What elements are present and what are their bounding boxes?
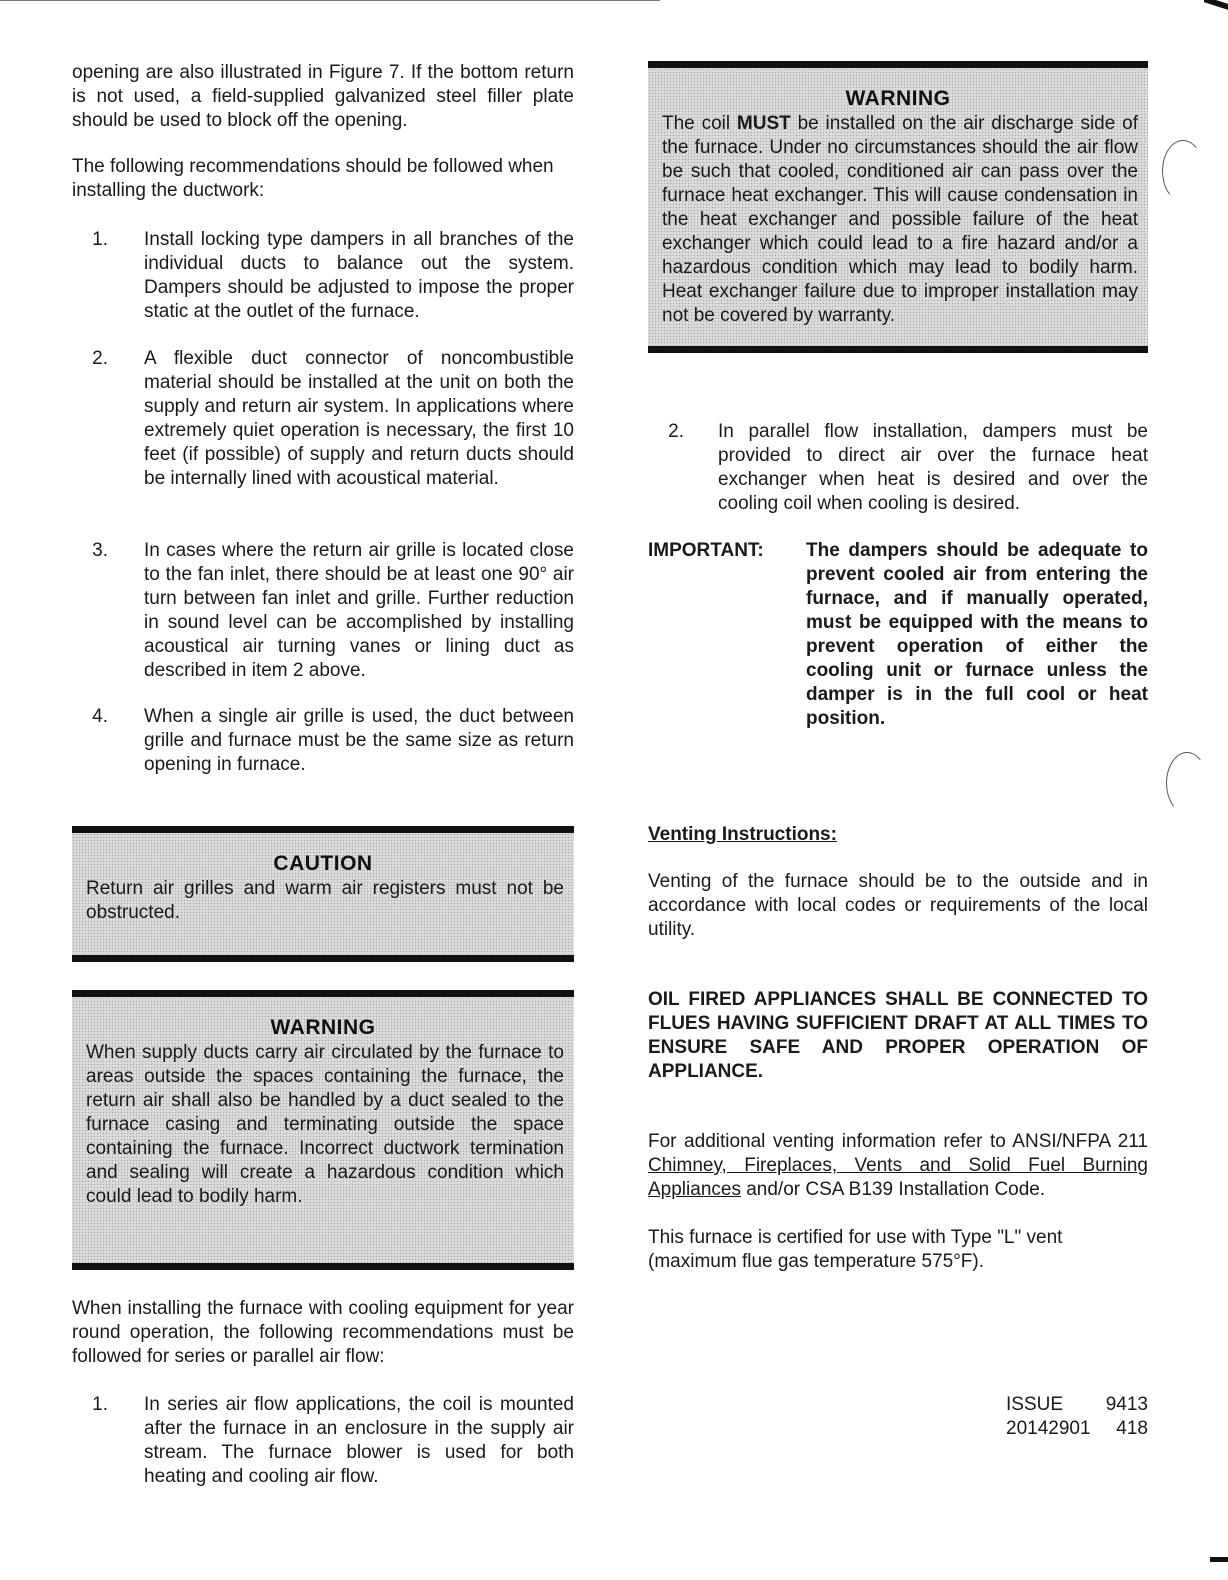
reference-title: Chimney, Fireplaces, Vents and Solid Fuel Burning Appliances: [648, 1155, 1148, 1200]
list-text: In parallel flow installation, dampers must be provided to direct air over the furnace heat exchanger when heat is desired and over the cooling coil when cooling is desired.: [718, 421, 1148, 514]
ductwork-intro: The following recommendations should be followed when installing the ductwork:: [72, 156, 554, 201]
caution-title: CAUTION: [273, 852, 373, 875]
warning-text: When supply ducts carry air circulated by the furnace to areas outside the spaces containing the furnace, the return air shall also be handled by a duct sealed to the furnace casing and terminating outside the space containing the furnace. Incorrect ductwork termination and sealing will create a hazardous condition which could lead to bodily harm.: [86, 1042, 564, 1207]
cooling-intro: When installing the furnace with cooling equipment for year round operation, the following recommendations must be followed for series or parallel air flow:: [72, 1298, 574, 1367]
additional-text: For additional venting information refer to ANSI/NFPA 211: [648, 1131, 1148, 1152]
warning-text-part: The coil: [662, 113, 737, 134]
list-number: 2.: [92, 348, 108, 369]
issue-label: ISSUE: [1006, 1394, 1064, 1415]
warning-title: WARNING: [270, 1016, 376, 1039]
caution-text: Return air grilles and warm air registers must not be obstructed.: [86, 878, 564, 923]
list-text: A flexible duct connector of noncombustible material should be installed at the unit on both the supply and return air system. In applications where extremely quiet operation is necessary, the first 10 feet (if possible) of supply and return ducts should be internally lined with acoustical material.: [144, 348, 574, 489]
list-number: 1.: [92, 229, 108, 250]
venting-heading: Venting Instructions:: [648, 824, 837, 845]
scan-punch-mark: [1162, 140, 1204, 202]
warning-text: [648, 112, 1148, 328]
warning-text-part: be installed on the air discharge side of the furnace. Under no circumstances should the air flow be such that cooled, conditioned air can pass over the furnace heat exchanger. This will cause condensation in the heat exchanger and possible failure of the heat exchanger which could lead to a fire hazard and/or a hazardous condition which may lead to bodily harm. Heat exchanger failure due to improper installation may not be covered by warranty.: [662, 113, 1138, 326]
list-text: When a single air grille is used, the duct between grille and furnace must be the same size as return opening in furnace.: [144, 706, 574, 775]
list-text: In series air flow applications, the coil is mounted after the furnace in an enclosure in the supply air stream. The furnace blower is used for both heating and cooling air flow.: [144, 1394, 574, 1487]
warning-box-ductwork: [72, 990, 574, 1270]
list-number: 4.: [92, 706, 108, 727]
list-number: 2.: [668, 421, 684, 442]
list-text: Install locking type dampers in all branches of the individual ducts to balance out the system. Dampers should be adjusted to impose the proper static at the outlet of the furnace.: [144, 229, 574, 322]
oil-fired-notice: OIL FIRED APPLIANCES SHALL BE CONNECTED TO FLUES HAVING SUFFICIENT DRAFT AT ALL TIMES TO ENSURE SAFE AND PROPER OPERATION OF APPLIANCE.: [648, 989, 1148, 1082]
document-suffix: 418: [1116, 1418, 1148, 1439]
additional-venting-info: [648, 1130, 1148, 1202]
caution-box: [72, 826, 574, 962]
important-label: IMPORTANT:: [648, 540, 764, 561]
scan-top-edge: [0, 0, 660, 1]
warning-emphasis: MUST: [736, 113, 791, 134]
issue-number: 9413: [1105, 1394, 1148, 1415]
venting-text: Venting of the furnace should be to the outside and in accordance with local codes or requirements of the local utility.: [648, 871, 1148, 940]
additional-text: and/or CSA B139 Installation Code.: [740, 1179, 1046, 1200]
important-text: The dampers should be adequate to prevent cooled air from entering the furnace, and if manually operated, must be equipped with the means to prevent operation of either the cooling unit or furnace unless the damper is in the full cool or heat position.: [806, 540, 1148, 729]
scan-corner-mark-bottom: [1210, 1557, 1228, 1562]
scan-punch-mark: [1166, 752, 1208, 814]
document-number: 20142901: [1006, 1418, 1091, 1439]
warning-title: WARNING: [845, 87, 951, 110]
intro-paragraph: opening are also illustrated in Figure 7. If the bottom return is not used, a field-supplied galvanized steel filler plate should be used to block off the opening.: [72, 62, 574, 131]
warning-box-coil: [648, 61, 1148, 353]
scan-corner-mark: [1204, 0, 1228, 10]
list-text: In cases where the return air grille is located close to the fan inlet, there should be at least one 90° air turn between fan inlet and grille. Further reduction in sound level can be accomplished by installing acoustical air turning vanes or lining duct as described in item 2 above.: [144, 540, 574, 681]
list-number: 1.: [92, 1394, 108, 1415]
list-number: 3.: [92, 540, 108, 561]
certification-text: This furnace is certified for use with Type "L" vent (maximum flue gas temperature 575°F).: [648, 1227, 1063, 1272]
